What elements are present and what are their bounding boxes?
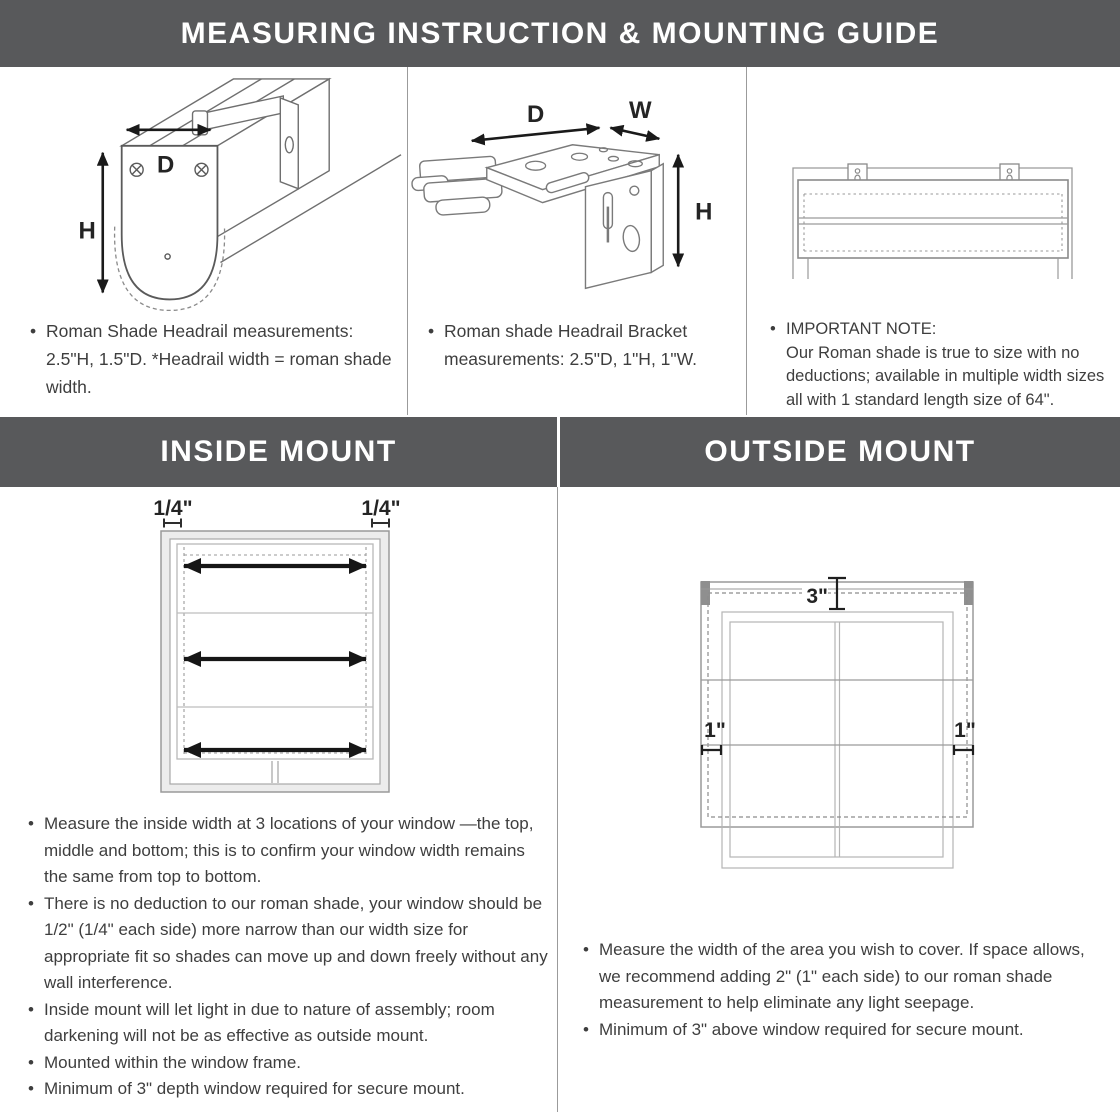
headrail-notes xyxy=(30,317,395,401)
bullet-item: • Minimum of 3" depth window required for secure mount. xyxy=(28,1076,551,1103)
panel-headrail xyxy=(0,67,408,415)
important-note-body: Our Roman shade is true to size with no deductions; available in multiple width sizes all with 1 standard length size of 64". xyxy=(786,343,1105,409)
bullet-item: • Measure the width of the area you wish to cover. If space allows, we recommend adding 2" (1" each side) to our roman shade measurement to help eliminate any light seepage. xyxy=(583,937,1090,1017)
right-gap-label: 1/4" xyxy=(361,497,401,520)
inside-mount-section xyxy=(0,487,557,1120)
bracket-depth-label: D xyxy=(526,100,545,128)
right-overlap-label: 1" xyxy=(954,719,976,742)
shade-panel xyxy=(701,582,973,827)
bullet-item: • Inside mount will let light in due to nature of assembly; room darkening will not be as effective as outside mount. xyxy=(28,997,551,1050)
bracket-notes xyxy=(428,317,738,373)
width-arrow xyxy=(610,128,659,139)
headrail-depth-label: D xyxy=(156,151,175,179)
bracket-width-label: W xyxy=(629,96,652,124)
bullet-item: • Measure the inside width at 3 locations of your window —the top, middle and bottom; this is to confirm your window width remains the same from top to bottom. xyxy=(28,811,551,891)
bracket-height-label: H xyxy=(695,198,713,226)
depth-arrow xyxy=(472,128,600,141)
inside-mount-header: INSIDE MOUNT xyxy=(0,417,557,487)
bullet-item: • Roman Shade Headrail measurements: 2.5"H, 1.5"D. *Headrail width = roman shade width. xyxy=(30,317,395,401)
outside-mount-notes xyxy=(583,937,1090,1043)
left-gap-label: 1/4" xyxy=(153,497,193,520)
mount-instructions xyxy=(0,487,1120,1120)
top-overlap-label: 3" xyxy=(806,585,828,608)
inside-mount-notes xyxy=(28,811,551,1103)
measurement-panels xyxy=(0,67,1120,415)
bracket-diagram xyxy=(408,67,746,314)
mount-section-headers xyxy=(0,415,1120,487)
bracket-clamp xyxy=(412,156,503,215)
shade-front-diagram xyxy=(747,67,1120,315)
bullet-item: • Roman shade Headrail Bracket measurements: 2.5"D, 1"H, 1"W. xyxy=(428,317,738,373)
panel-important-note xyxy=(747,67,1120,415)
right-bracket-tab xyxy=(964,581,973,605)
inside-mount-diagram xyxy=(0,487,557,805)
page-title: MEASURING INSTRUCTION & MOUNTING GUIDE xyxy=(180,16,940,50)
bullet-item: • Mounted within the window frame. xyxy=(28,1050,551,1077)
gap-tick-marks xyxy=(164,519,389,528)
outside-mount-header: OUTSIDE MOUNT xyxy=(560,417,1120,487)
left-overlap-label: 1" xyxy=(704,719,726,742)
outside-mount-diagram xyxy=(558,545,1118,880)
important-note-title: • IMPORTANT NOTE: xyxy=(786,320,937,338)
bullet-item: • There is no deduction to our roman shade, your window should be 1/2" (1/4" each side) more narrow than our width size for appropriate fit so shades can move up and down freely without any wall interference. xyxy=(28,891,551,997)
panel-bracket xyxy=(408,67,747,415)
outside-mount-section xyxy=(558,487,1120,1120)
page-title-bar xyxy=(0,0,1120,67)
shade-panel xyxy=(177,544,373,759)
headrail-height-label: H xyxy=(78,217,96,245)
bullet-item: • Minimum of 3" above window required for secure mount. xyxy=(583,1017,1090,1044)
important-note xyxy=(770,318,1114,412)
shade-panel xyxy=(798,180,1068,258)
headrail-diagram xyxy=(0,67,407,314)
